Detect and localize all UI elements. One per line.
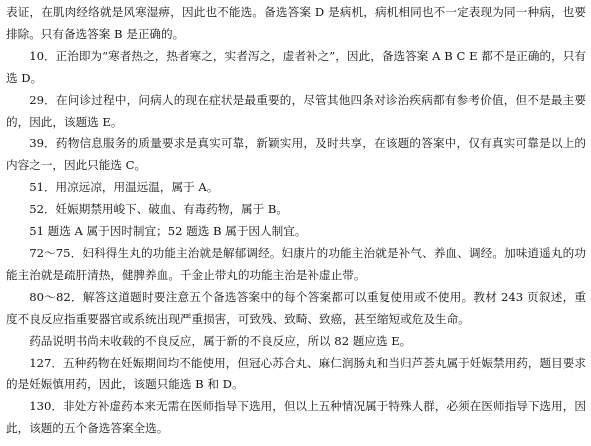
paragraph-q51: 51．用凉远凉，用温远温，属于 A。 [29,180,219,195]
paragraph-q29: 29．在问诊过程中，问病人的现在症状是最重要的，尽管其他四条对诊治疾病都有参考价值，但不是最主要的，因此，该题选 E。 [6,92,586,129]
paragraph-q80-82: 80～82．解答这道题时要注意五个备选答案中的每个答案都可以重复使用或不使用。教材 243 页叙述，重度不良反应指重要器官或系统出现严重损害，可致残、致畸、致癌，甚至缩短或危及生命。 [6,289,586,326]
paragraph-q82-note: 药品说明书尚未收载的不良反应，属于新的不良反应，所以 82 题应选 E。 [29,333,412,348]
paragraph-q10: 10．正治即为“寒者热之，热者寒之，实者泻之，虚者补之”，因此，备选答案 A B C E 都不是正确的，只有选 D。 [6,48,586,85]
paragraph-q130: 130．非处方补虚药本来无需在医师指导下选用，但以上五种情况属于特殊人群，必须在医师指导下选用，因此，该题的五个备选答案全选。 [6,399,586,436]
paragraph-continuation: 表证，在肌肉经络就是风寒湿痹，因此也不能选。备选答案 D 是病机，病机相同也不一定表现为同一种病，也要排除。只有备选答案 B 是正确的。 [6,5,586,41]
paragraph-q72-75: 72～75．妇科得生丸的功能主治就是解郁调经。妇康片的功能主治就是补气、养血、调经。加味逍遥丸的功能主治就是疏肝清热，健脾养血。千金止带丸的功能主治是补虚止带。 [6,245,586,282]
paragraph-q52: 52．妊娠期禁用峻下、破血、有毒药物，属于 B。 [29,202,289,217]
paragraph-q51-52-summary: 51 题选 A 属于因时制宜；52 题选 B 属于因人制宜。 [29,224,307,239]
paragraph-q127: 127．五种药物在妊娠期间均不能使用，但冠心苏合丸、麻仁润肠丸和当归芦荟丸属于妊娠禁用药，题目要求的是妊娠慎用药，因此，该题只能选 B 和 D。 [6,355,586,392]
paragraph-q39: 39．药物信息服务的质量要求是真实可靠，新颖实用，及时共享，在该题的答案中，仅有真实可靠是以上的内容之一，因此只能选 C。 [6,136,586,173]
